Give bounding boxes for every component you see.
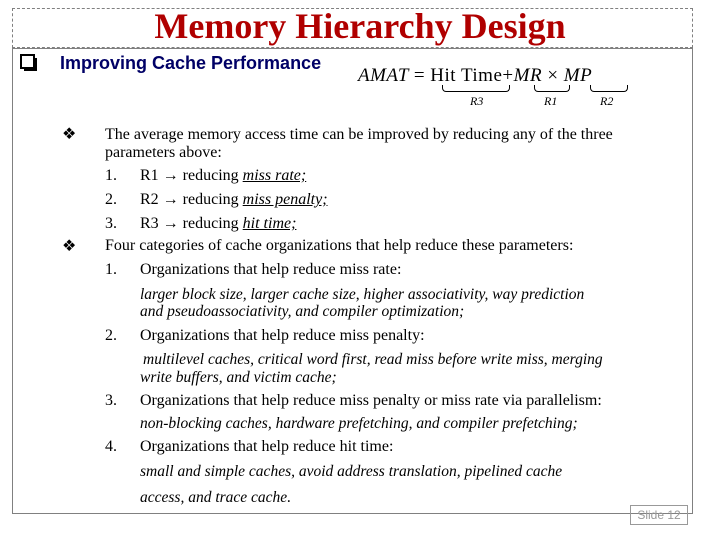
category-heading: Organizations that help reduce hit time: [140,438,394,455]
list-item [140,166,306,186]
diamond-bullet-icon: ❖ [62,236,77,255]
item-prefix: R2 [140,191,163,208]
diamond-bullet-icon: ❖ [62,124,77,143]
bullet1-line1: The average memory access time can be improved by reducing any of the three [105,126,613,143]
category-heading: Organizations that help reduce miss rate: [140,261,402,278]
label-r3: R3 [470,94,484,108]
category-detail: multilevel caches, critical word first, read miss before write miss, merging [143,351,603,368]
category-number: 3. [105,392,117,409]
slide-number: Slide 12 [630,505,688,525]
category-detail: small and simple caches, avoid address translation, pipelined cache [140,463,563,480]
item-text: reducing [178,191,243,208]
brace-mr [534,85,570,92]
arrow-right-icon: → [162,167,179,184]
item-prefix: R1 [140,167,163,184]
formula-equals: = [413,65,426,86]
item-text: reducing [178,167,243,184]
item-text: reducing [178,215,243,232]
section-subtitle: Improving Cache Performance [60,53,322,73]
formula-times: × [547,65,559,86]
page-title: Memory Hierarchy Design [154,6,566,46]
category-heading: Organizations that help reduce miss penalty or miss rate via parallelism: [140,392,602,409]
bullet2-line1: Four categories of cache organizations that help reduce these parameters: [105,237,574,254]
category-number: 4. [105,438,117,455]
formula-hit-time: Hit Time [430,65,503,86]
list-item [140,190,328,210]
brace-hit-time [442,85,510,92]
item-prefix: R3 [140,215,163,232]
brace-mp [590,85,628,92]
label-r1: R1 [544,94,558,108]
category-heading: Organizations that help reduce miss penalty: [140,327,425,344]
formula-lhs: AMAT [358,65,409,86]
category-detail: and pseudoassociativity, and compiler optimization; [140,303,465,320]
item-number: 1. [105,167,117,184]
category-number: 2. [105,327,117,344]
arrow-right-icon: → [162,215,179,232]
square-bullet-icon [20,54,35,69]
item-emphasis: miss penalty; [242,191,328,208]
list-item [140,214,296,234]
item-emphasis: miss rate; [242,167,307,184]
formula-mp: MP [563,65,593,86]
category-detail: write buffers, and victim cache; [140,369,337,386]
bullet1-line2: parameters above: [105,144,222,161]
formula-mr: MR [513,65,543,86]
amat-formula [358,64,658,114]
category-detail: access, and trace cache. [140,489,292,506]
item-number: 3. [105,215,117,232]
category-detail: larger block size, larger cache size, higher associativity, way prediction [140,286,585,303]
arrow-right-icon: → [162,191,179,208]
label-r2: R2 [600,94,614,108]
item-emphasis: hit time; [242,215,297,232]
category-number: 1. [105,261,117,278]
item-number: 2. [105,191,117,208]
category-detail: non-blocking caches, hardware prefetching, and compiler prefetching; [140,415,578,432]
formula-plus: + [502,65,514,86]
